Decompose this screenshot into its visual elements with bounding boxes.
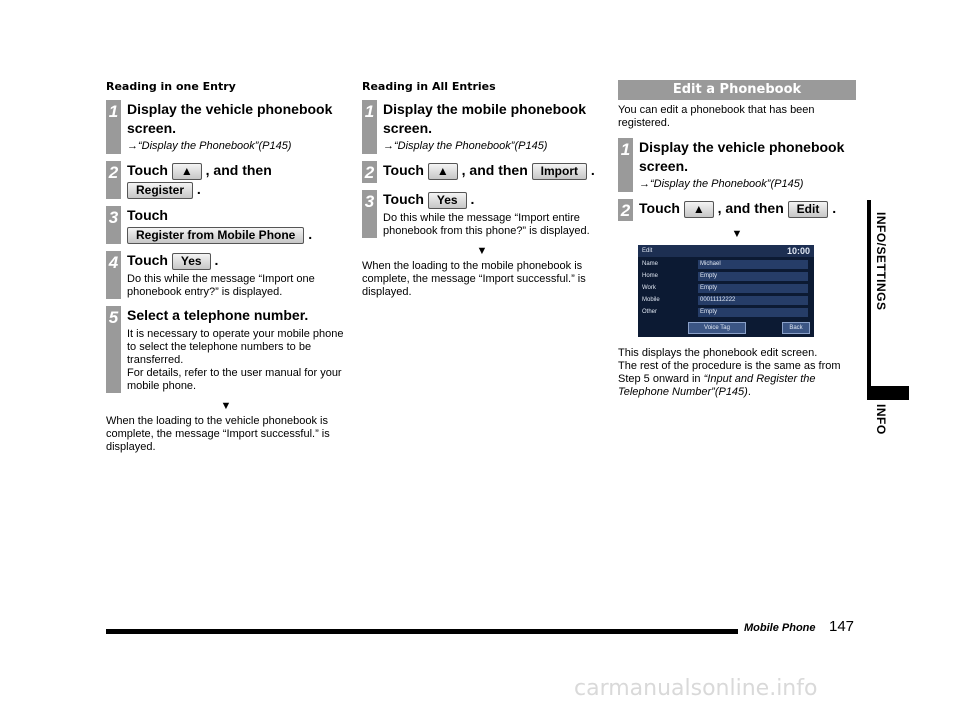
section-heading: Reading in All Entries [362,80,496,93]
step-text: Touch [127,162,168,178]
step-note: It is necessary to operate your mobile phone to select the telephone numbers to be transferred. [127,328,344,366]
step-note: Do this while the message “Import one phonebook entry?” is displayed. [127,273,315,298]
intro-text: You can edit a phonebook that has been registered. [618,104,815,129]
row-value: Empty [698,284,808,293]
outro-reference: “Input and Register the Telephone Number”(P145) [618,373,816,398]
edit-screen-image [638,245,814,337]
step-title: Display the vehicle phonebook screen. [639,139,845,174]
row-value: 00011112222 [698,296,808,305]
page-number: 147 [829,618,855,635]
step-text: . [308,226,313,242]
screen-row-other [642,308,808,317]
voice-tag-button: Voice Tag [688,322,746,334]
side-tab-sub-label: INFO [874,404,888,435]
step-text: . [196,181,201,197]
row-label: Other [642,309,658,315]
step-number: 4 [106,251,121,299]
footer-rule [106,629,738,634]
back-button: Back [782,322,810,334]
step-number: 5 [106,306,121,393]
outro-line: This displays the phonebook edit screen. [618,347,818,359]
step-text: , and then [717,200,784,216]
step-text: , and then [461,162,528,178]
screen-row-name [642,260,808,269]
result-text: When the loading to the vehicle phonebook is complete, the message “Import successful.” is displayed. [106,415,330,453]
edit-button: Edit [788,201,829,218]
step-5 [106,306,346,393]
row-label: Mobile [642,297,660,303]
step-2 [618,199,856,221]
step-note: Do this while the message “Import entire phonebook from this phone?” is displayed. [383,212,590,237]
yes-button: Yes [428,192,467,209]
outro-line: The rest of the procedure is the same as from Step 5 onward in [618,360,841,385]
step-text: Touch [639,200,680,216]
step-1 [618,138,856,192]
screen-title: Edit [642,248,653,254]
step-title: Display the mobile phonebook screen. [383,101,587,136]
row-label: Work [642,285,656,291]
row-value: Michael [698,260,808,269]
step-number: 2 [106,161,121,199]
row-label: Home [642,273,659,279]
side-tab-block [867,386,909,400]
up-arrow-button: ▲ [172,163,202,180]
row-value: Empty [698,308,808,317]
step-number: 2 [362,161,377,183]
import-button: Import [532,163,587,180]
side-tab-bar [867,200,871,386]
step-reference: →“Display the Phonebook”(P145) [127,140,292,152]
step-number: 3 [362,190,377,238]
down-arrow-icon: ▼ [220,400,232,412]
column-edit-phonebook [618,80,856,399]
step-3 [362,190,602,238]
step-1 [106,100,346,154]
up-arrow-button: ▲ [428,163,458,180]
step-text: . [470,191,475,207]
down-arrow-icon: ▼ [731,228,743,240]
screen-row-work [642,284,808,293]
watermark: carmanualsonline.info [574,676,818,701]
step-text: Touch [383,162,424,178]
step-text: Touch [127,207,168,223]
step-text: . [590,162,595,178]
down-arrow-icon: ▼ [476,245,488,257]
section-heading: Edit a Phonebook [618,80,856,100]
step-reference: →“Display the Phonebook”(P145) [383,140,548,152]
section-heading: Reading in one Entry [106,80,236,93]
step-text: , and then [205,162,272,178]
step-3 [106,206,346,244]
step-4 [106,251,346,299]
step-text: . [214,252,219,268]
yes-button: Yes [172,253,211,270]
register-button: Register [127,182,193,199]
side-tab-label: INFO/SETTINGS [874,212,888,311]
outro-end: . [747,386,751,398]
step-note: For details, refer to the user manual for your mobile phone. [127,367,342,392]
row-value: Empty [698,272,808,281]
step-number: 1 [362,100,377,154]
column-reading-all-entries [362,80,602,299]
step-1 [362,100,602,154]
step-reference: →“Display the Phonebook”(P145) [639,178,804,190]
column-reading-one-entry [106,80,346,454]
step-title: Select a telephone number. [127,307,309,323]
step-text: . [832,200,837,216]
up-arrow-button: ▲ [684,201,714,218]
step-number: 2 [618,199,633,221]
row-label: Name [642,261,659,267]
step-title: Display the vehicle phonebook screen. [127,101,333,136]
screen-row-home [642,272,808,281]
step-2 [362,161,602,183]
screen-header [638,245,814,257]
step-2 [106,161,346,199]
result-text: When the loading to the mobile phonebook is complete, the message “Import successful.” is displayed. [362,260,586,298]
step-text: Touch [383,191,424,207]
screen-row-mobile [642,296,808,305]
step-text: Touch [127,252,168,268]
register-from-mobile-phone-button: Register from Mobile Phone [127,227,304,244]
step-number: 1 [618,138,633,192]
step-number: 3 [106,206,121,244]
screen-clock: 10:00 [786,246,810,256]
step-number: 1 [106,100,121,154]
outro-text [618,347,856,399]
footer-section-label: Mobile Phone [744,622,816,634]
